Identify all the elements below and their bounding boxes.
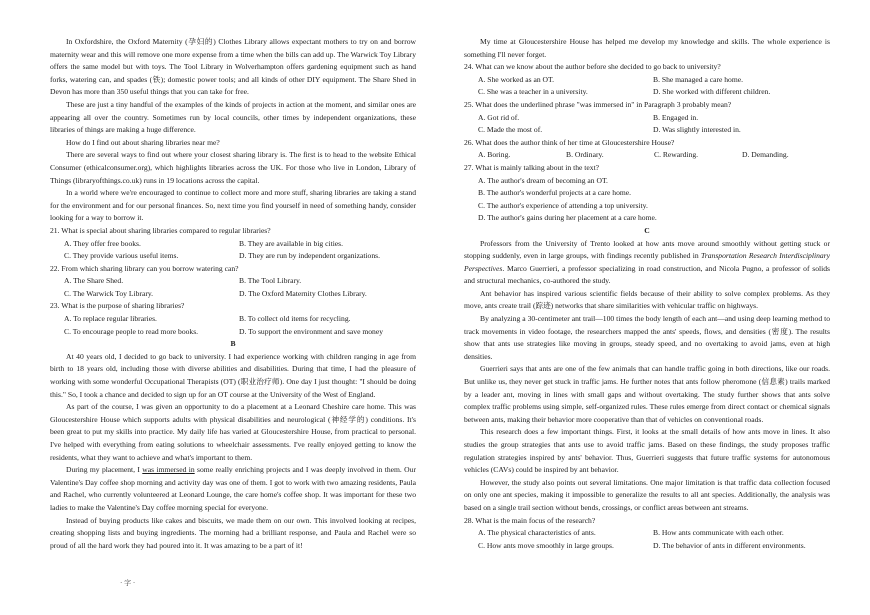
page-footer-mark: · 字 ·	[120, 579, 136, 587]
question-24-options	[464, 74, 830, 99]
passage-b-para-5: My time at Gloucestershire House has helped me develop my knowledge and skills. The whole experience is something I'll never forget.	[464, 37, 830, 59]
passage-b-para-3: During my placement, I was immersed in some really enriching projects and I was deeply involved in them. Our Valentine's Day coffee shop morning and activity day was one of them. I got to work with two amazing residents, Paula and Rachel, who currently volunteered at Leonard Lounge, the care home's coffee shop. It was important for these two ladies to make the Valentine's Day coffee morning special for everyone.	[50, 465, 416, 512]
passage-c-para-6: However, the study also points out several limitations. One major limitation is that traffic data collection focused on only one ant species, making it impossible to generalize the results to all ant species. Additionally, the analysis was based on a single trail section without bends, crossings, or conflict areas between ant streams.	[464, 477, 830, 512]
q25-option-c: C. Made the most of.	[478, 125, 543, 135]
q24-option-b: B. She managed a care home.	[653, 74, 744, 84]
passage-c-para-5: This research does a few important things. First, it looks at the small details of how ants move in lines. It also studies the group strategies that ants use to avoid traffic jams. Based on these findings, the study proposes traffic regulation strategies inspired by ants' behavior. Thus, Guerrieri suggests that future traffic systems for autonomous vehicles (CAVs) could be inspired by ant behavior.	[464, 427, 830, 475]
q22-option-a: A. The Share Shed.	[64, 276, 124, 286]
q28-option-b: B. How ants communicate with each other.	[653, 528, 784, 538]
left-column	[50, 36, 416, 552]
q23-option-c: C. To encourage people to read more books.	[64, 326, 199, 336]
q27-option-b: B. The author's wonderful projects at a care home.	[478, 188, 632, 198]
q28-option-d: D. The behavior of ants in different environments.	[653, 540, 806, 550]
passage-b-para-1: At 40 years old, I decided to go back to university. I had experience working with children ranging in age from birth to 18 years old, including those with diverse abilities and disabilities. During that time, I had the pleasure of working with some wonderful Occupational Therapists (OT) (职业治疗师). One day I just thought: "I should be doing this." So, I took a chance and decided to sign up for an OT course at the University of the West of England.	[50, 351, 416, 399]
q25-option-a: A. Got rid of.	[478, 112, 520, 122]
q21-option-c: C. They provide various useful items.	[64, 251, 179, 261]
question-28-stem: 28. What is the main focus of the research?	[464, 515, 596, 525]
q21-option-b: B. They are available in big cities.	[239, 238, 344, 248]
question-21-stem: 21. What is special about sharing libraries compared to regular libraries?	[50, 225, 271, 235]
q24-option-d: D. She worked with different children.	[653, 87, 771, 97]
passage-b-para-4: Instead of buying products like cakes and biscuits, we made them on our own. This involved looking at recipes, creating shopping lists and buying ingredients. The morning had a brilliant response, and Paula and Rachel were so proud of all the hard work they had poured into it. It was amazing to be a part of it!	[50, 515, 416, 550]
q22-option-d: D. The Oxford Maternity Clothes Library.	[239, 288, 367, 298]
q22-option-c: C. The Warwick Toy Library.	[64, 288, 154, 298]
passage-a-para-2: These are just a tiny handful of the examples of the kinds of projects in action at the moment, and similar ones are appearing all over the country. Sometimes run by local councils, other times by independent organizations, these libraries of things are making a huge difference.	[50, 99, 416, 135]
question-26-options	[464, 149, 830, 162]
question-26-stem: 26. What does the author think of her time at Gloucestershire House?	[464, 137, 675, 147]
q27-option-c: C. The author's experience of attending a top university.	[478, 200, 648, 210]
q23-option-d: D. To support the environment and save money	[239, 326, 384, 336]
q26-option-a: A. Boring.	[478, 150, 511, 160]
q28-option-a: A. The physical characteristics of ants.	[478, 528, 596, 538]
journal-title: Transportation Research Interdisciplinary Perspectives	[464, 251, 830, 273]
q23-option-b: B. To collect old items for recycling.	[239, 314, 351, 324]
q25-option-b: B. Engaged in.	[653, 112, 699, 122]
question-27-stem: 27. What is mainly talking about in the text?	[464, 162, 600, 172]
passage-c-para-3: By analyzing a 30-centimeter ant trail—100 times the body length of each ant—and using deep learning method to track movements in video footage, the researchers mapped the ants' speeds, flows, and densities (密度). The results show that ants use strategies like moving in groups, steady speed, and no overtaking to avoid jams, even at high densities.	[464, 314, 830, 361]
q22-option-b: B. The Tool Library.	[239, 276, 302, 286]
q27-option-a: A. The author's dream of becoming an OT.	[478, 175, 608, 185]
q24-option-a: A. She worked as an OT.	[478, 74, 554, 84]
passage-a-subheading: How do I find out about sharing libraries near me?	[66, 137, 220, 147]
q25-option-d: D. Was slightly interested in.	[653, 125, 741, 135]
passage-a-para-1: In Oxfordshire, the Oxford Maternity (孕妇的) Clothes Library allows expectant mothers to try on and borrow maternity wear and this will remove one more expense from a time when the bills can add up. The Warwick Toy Library offers the same model but with toys. The Tool Library in Wolverhampton offers gardening equipment such as hand forks, watering can, and spades (铁); domestic power tools; and all kinds of other DIY equipment. The Share Shed in Devon has more than 350 useful things that you can take for free.	[50, 37, 416, 97]
section-c-heading: C	[644, 225, 650, 235]
question-23-stem: 23. What is the purpose of sharing libraries?	[50, 301, 185, 311]
passage-c-para-4: Guerrieri says that ants are one of the few animals that can handle traffic going in both directions, like our roads. But unlike us, they never get stuck in traffic jams. He further notes that ants follow pheromone (信息素) trails marked by a leader ant, moving in lines with small gaps and without overtaking. The study further shows that ants solve complex traffic problems using simple, self-organized rules. These rules emerge from direct contact or chemical signals between ants, making their behavior more cooperative than that of vehicles on conventional roads.	[464, 364, 830, 424]
q26-option-b: B. Ordinary.	[566, 150, 604, 160]
q23-option-a: A. To replace regular libraries.	[64, 314, 157, 324]
section-b-heading: B	[230, 339, 236, 349]
q24-option-c: C. She was a teacher in a university.	[478, 87, 588, 97]
passage-b-para-2: As part of the course, I was given an opportunity to do a placement at a Leonard Cheshire care home. This was Gloucestershire House which supports adults with physical disabilities and neurological (神经学的) conditions. It's been great to put my skills into practice. My daily life has varied at Gloucestershire House, from practical to personal. I've helped with everything from eating solutions to wheelchair assessments. I've really enjoyed getting to know the residents, what they want to achieve and what's important to them.	[50, 402, 416, 462]
passage-a-para-5: In a world where we're encouraged to continue to collect more and more stuff, sharing libraries are taking a stand for the environment and for our personal finances. So, next time you find yourself in need of something handy, consider looking for a way to borrow it.	[50, 188, 416, 223]
right-column	[464, 36, 830, 552]
q27-option-d: D. The author's gains during her placement at a care home.	[478, 213, 657, 223]
q21-option-d: D. They are run by independent organizations.	[239, 251, 381, 261]
question-25-stem: 25. What does the underlined phrase "was immersed in" in Paragraph 3 probably mean?	[464, 99, 732, 109]
question-22-options	[50, 275, 416, 300]
passage-a-para-4: There are several ways to find out where your closest sharing library is. The first is to head to the website Ethical Consumer (ethicalconsumer.org), which highlights libraries across the UK. For those who live in London, Library of Things (libraryofthings.co.uk) runs in 19 locations across the capital.	[50, 150, 416, 185]
question-24-stem: 24. What can we know about the author before she decided to go back to university?	[464, 62, 721, 72]
q26-option-c: C. Rewarding.	[654, 150, 699, 160]
question-25-options	[464, 112, 830, 137]
question-21-options	[50, 238, 416, 263]
q21-option-a: A. They offer free books.	[64, 238, 141, 248]
q26-option-d: D. Demanding.	[742, 150, 789, 160]
q28-option-c: C. How ants move smoothly in large groups.	[478, 540, 614, 550]
question-23-options	[50, 313, 416, 338]
underlined-phrase: was immersed in	[142, 465, 195, 475]
passage-c-para-2: Ant behavior has inspired various scientific fields because of their ability to solve complex problems. As they move, ants create trail (踪迹) networks that share similarities with vehicular traffic on highways.	[464, 288, 830, 311]
question-27-options	[464, 175, 830, 225]
question-22-stem: 22. From which sharing library can you borrow watering can?	[50, 263, 239, 273]
passage-c-para-1: Professors from the University of Trento looked at how ants move around smoothly without getting stuck or stopping suddenly, even in large groups, with findings recently published in Transportation Research Interdisciplinary Perspectives. Marco Guerrieri, a professor specializing in road construction, and Nicola Pugno, a professor of solids and structural mechanics, co-authored the study.	[464, 238, 830, 286]
question-28-options	[464, 527, 830, 552]
